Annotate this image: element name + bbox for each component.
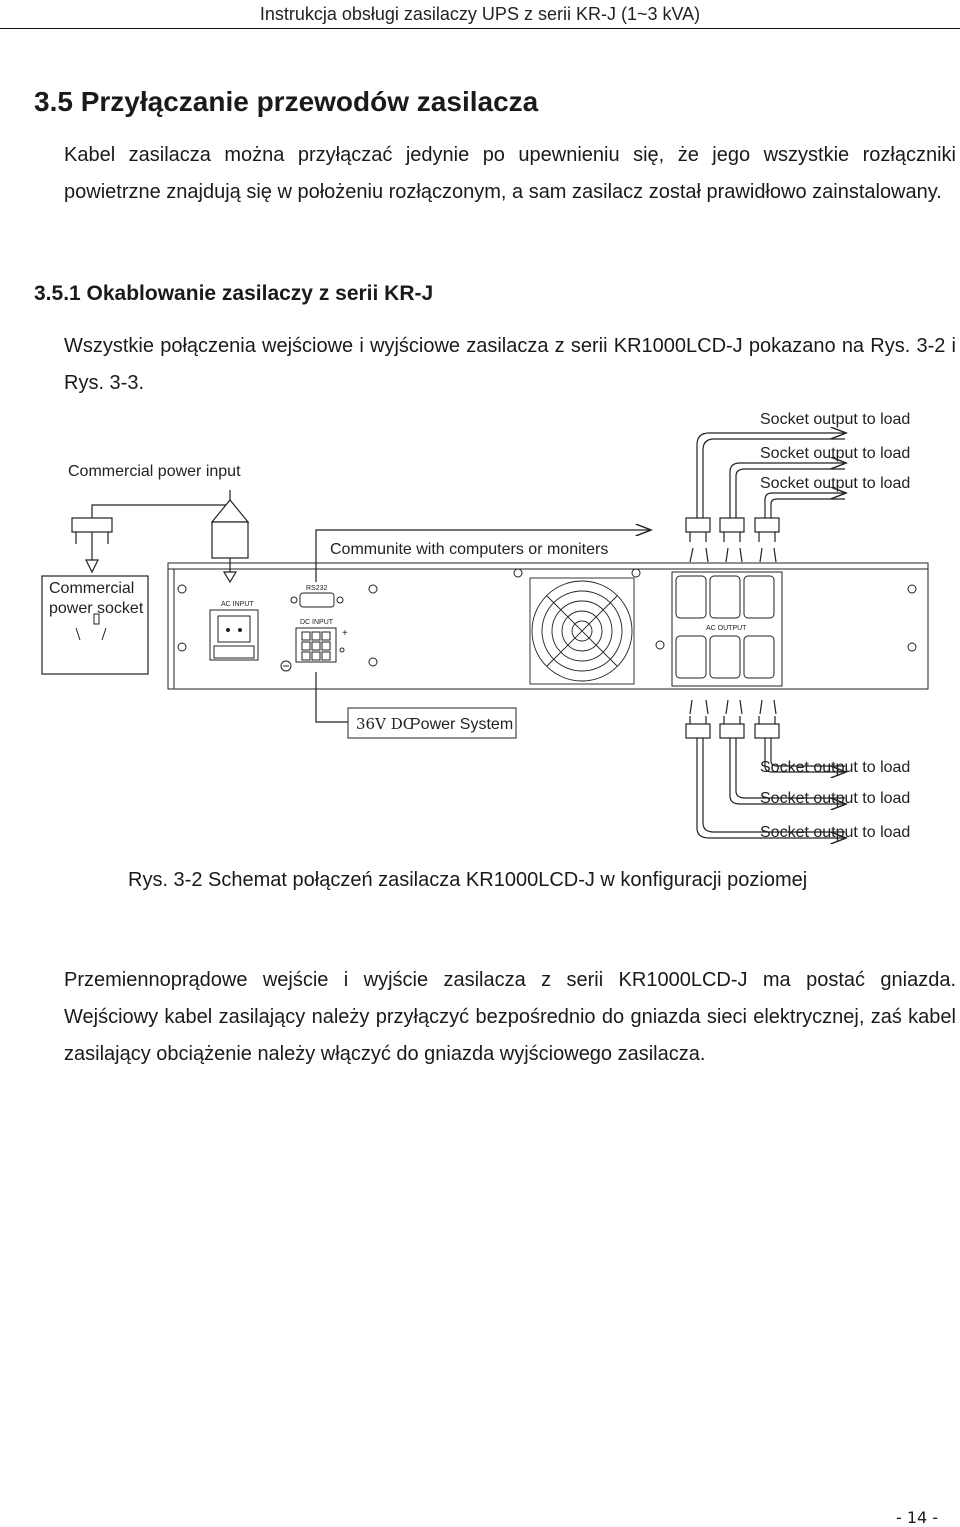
top-plugs	[686, 518, 779, 562]
socket-output-label-3: Socket output to load	[760, 475, 911, 492]
dc-input-label: DC INPUT	[300, 619, 334, 626]
socket-output-label-5: Socket output to load	[760, 790, 911, 807]
bottom-output-cables	[697, 738, 845, 838]
rs232-label: RS232	[306, 585, 328, 592]
fan-grille-icon	[530, 578, 634, 684]
bottom-plugs	[686, 700, 779, 738]
commercial-socket-label-2: power socket	[49, 600, 144, 617]
power-system-label: Power System	[410, 716, 514, 733]
socket-output-label-4: Socket output to load	[760, 759, 911, 776]
dc-input-connector	[281, 628, 344, 671]
socket-output-label-1: Socket output to load	[760, 411, 911, 428]
dc-cable	[316, 672, 348, 722]
intro-paragraph: Kabel zasilacza można przyłączać jedynie po upewnieniu się, że jego wszystkie rozłączniki powietrzne znajdują się w położeniu rozłączonym, a sam zasilacz został prawidłowo zainstalowany.	[64, 144, 956, 203]
closing-paragraph: Przemiennoprądowe wejście i wyjście zasilacza z serii KR1000LCD-J ma postać gniazda. Wejściowy kabel zasilający należy przyłączyć bezpośrednio do gniazda sieci elektrycznej, zaś kabel zasilający obciążenie należy włączyć do gniazda wyjściowego zasilacza.	[64, 969, 956, 1065]
section-title: 3.5 Przyłączanie przewodów zasilacza	[34, 86, 539, 117]
commercial-socket-label-1: Commercial	[49, 580, 135, 597]
plus-sign: +	[342, 628, 348, 639]
input-plug	[92, 490, 248, 582]
header-rule	[0, 28, 960, 29]
ac-input-label: AC INPUT	[221, 601, 254, 608]
figure-caption: Rys. 3-2 Schemat połączeń zasilacza KR1000LCD-J w konfiguracji poziomej	[128, 869, 808, 891]
running-header: Instrukcja obsługi zasilaczy UPS z serii KR-J (1~3 kVA)	[259, 4, 701, 24]
panel-screws	[178, 569, 916, 666]
socket-output-label-6: Socket output to load	[760, 824, 911, 841]
subsection-title: 3.5.1 Okablowanie zasilaczy z serii KR-J	[34, 282, 434, 305]
rs232-port	[291, 593, 343, 607]
communicate-label: Communite with computers or moniters	[330, 541, 609, 558]
ups-rear-panel	[168, 563, 928, 689]
page-number: - 14 -	[896, 1508, 939, 1527]
subsection-paragraph: Wszystkie połączenia wejściowe i wyjściowe zasilacza z serii KR1000LCD-J pokazano na Rys. 3-2 i Rys. 3-3.	[64, 335, 956, 394]
wall-plug	[72, 518, 112, 572]
socket-output-label-2: Socket output to load	[760, 445, 911, 462]
wiring-diagram	[0, 400, 960, 850]
dc-voltage-label: 36V DC	[356, 715, 415, 733]
ac-output-label: AC OUTPUT	[706, 625, 747, 632]
commercial-power-input-label: Commercial power input	[68, 463, 241, 480]
ac-input-socket	[210, 610, 258, 660]
